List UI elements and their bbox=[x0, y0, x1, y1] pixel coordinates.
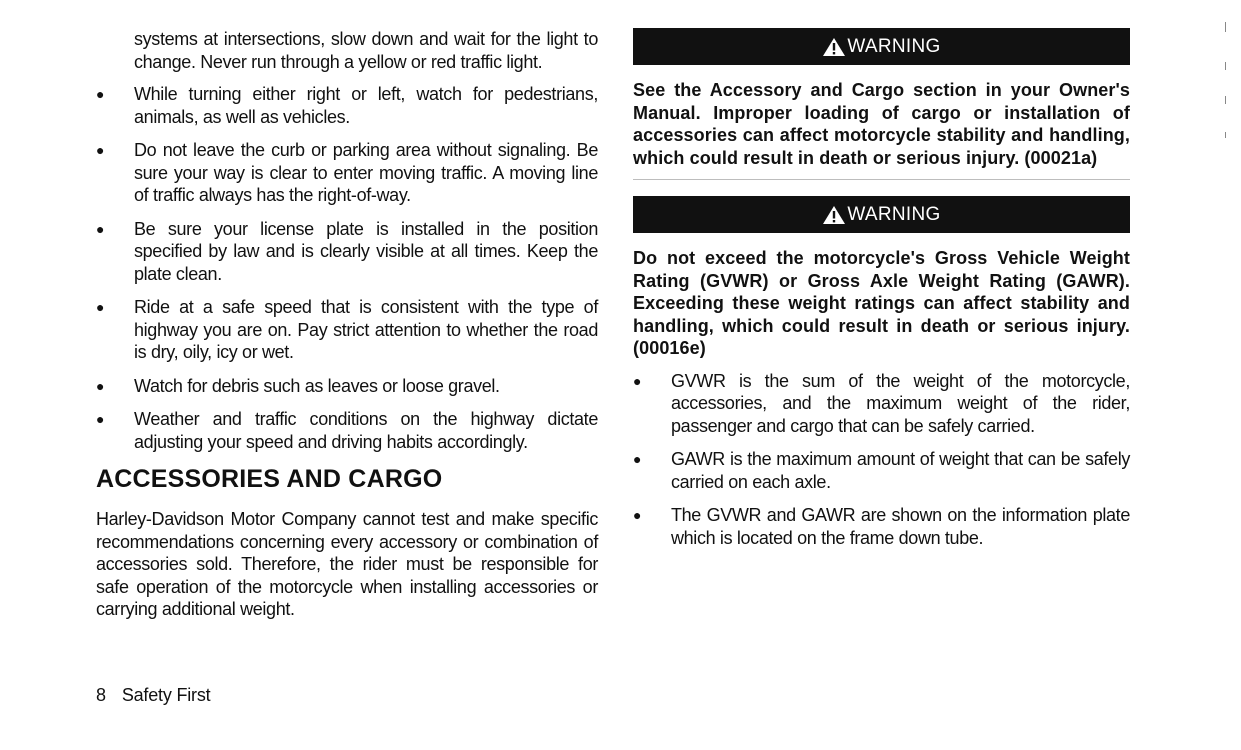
list-item: ● Do not leave the curb or parking area without signaling. Be sure your way is clear to enter moving traffic. A moving line of traffic always has the right-of-way. bbox=[96, 140, 598, 205]
list-item: ● Watch for debris such as leaves or loose gravel. bbox=[96, 375, 500, 396]
scan-edge-mark bbox=[1225, 62, 1226, 70]
page-footer bbox=[96, 684, 210, 706]
list-item: ● The GVWR and GAWR are shown on the information plate which is located on the frame down tube. bbox=[633, 505, 1130, 548]
divider bbox=[633, 179, 1130, 180]
bullet-icon: ● bbox=[96, 86, 105, 102]
warning-triangle-icon bbox=[822, 205, 846, 225]
list-item: ● While turning either right or left, watch for pedestrians, animals, as well as vehicles. bbox=[96, 84, 598, 127]
scan-edge-mark bbox=[1225, 22, 1226, 32]
bullet-icon: ● bbox=[633, 451, 642, 467]
left-column bbox=[96, 28, 598, 621]
warning-triangle-icon bbox=[822, 37, 846, 57]
bullet-icon: ● bbox=[96, 411, 105, 427]
warning-text: Do not exceed the motorcycle's Gross Vehicle Weight Rating (GVWR) or Gross Axle Weight Rating (GAWR). Exceeding these weight ratings can affect stability and handling, which could result in death or serious injury. (00016e) bbox=[633, 248, 1130, 358]
bullet-icon: ● bbox=[633, 372, 642, 389]
section-heading: ACCESSORIES AND CARGO bbox=[96, 465, 443, 493]
page-number: 8 bbox=[96, 685, 106, 705]
list-item: ● Be sure your license plate is installed in the position specified by law and is clearly visible at all times. Keep the plate clean. bbox=[96, 218, 598, 284]
section-body-paragraph: Harley-Davidson Motor Company cannot test and make specific recommendations concerning every accessory or combination of accessories sold. Therefore, the rider must be responsible for safe operation of the motorcycle when installing accessories or carrying additional weight. bbox=[96, 509, 598, 619]
list-item: ● GVWR is the sum of the weight of the motorcycle, accessories, and the maximum weight of the rider, passenger and cargo that can be safely carried. bbox=[633, 370, 1130, 436]
bullet-icon: ● bbox=[96, 299, 105, 315]
list-item: ● Ride at a safe speed that is consistent with the type of highway you are on. Pay strict attention to whether the road is dry, oily, icy or wet. bbox=[96, 297, 598, 362]
warning-label: WARNING bbox=[847, 203, 941, 225]
warning-banner bbox=[633, 28, 1130, 65]
list-item: ● GAWR is the maximum amount of weight that can be safely carried on each axle. bbox=[633, 449, 1130, 492]
continuation-paragraph: systems at intersections, slow down and wait for the light to change. Never run through a yellow or red traffic light. bbox=[134, 29, 598, 72]
bullet-icon: ● bbox=[633, 507, 642, 523]
weight-rating-bullet-list bbox=[633, 370, 1130, 550]
scan-edge-mark bbox=[1225, 96, 1226, 104]
right-column bbox=[633, 28, 1130, 560]
scan-edge-mark bbox=[1225, 132, 1226, 138]
list-item: ● Weather and traffic conditions on the highway dictate adjusting your speed and driving habits accordingly. bbox=[96, 409, 598, 452]
safety-bullet-list bbox=[96, 83, 598, 453]
warning-text: See the Accessory and Cargo section in your Owner's Manual. Improper loading of cargo or installation of accessories can affect motorcycle stability and handling, which could result in death or serious injury. (00021a) bbox=[633, 80, 1130, 168]
warning-label: WARNING bbox=[847, 35, 941, 57]
bullet-icon: ● bbox=[96, 142, 105, 158]
warning-banner bbox=[633, 196, 1130, 233]
bullet-icon: ● bbox=[96, 220, 105, 237]
bullet-icon: ● bbox=[96, 377, 105, 394]
footer-section-title: Safety First bbox=[121, 685, 211, 705]
